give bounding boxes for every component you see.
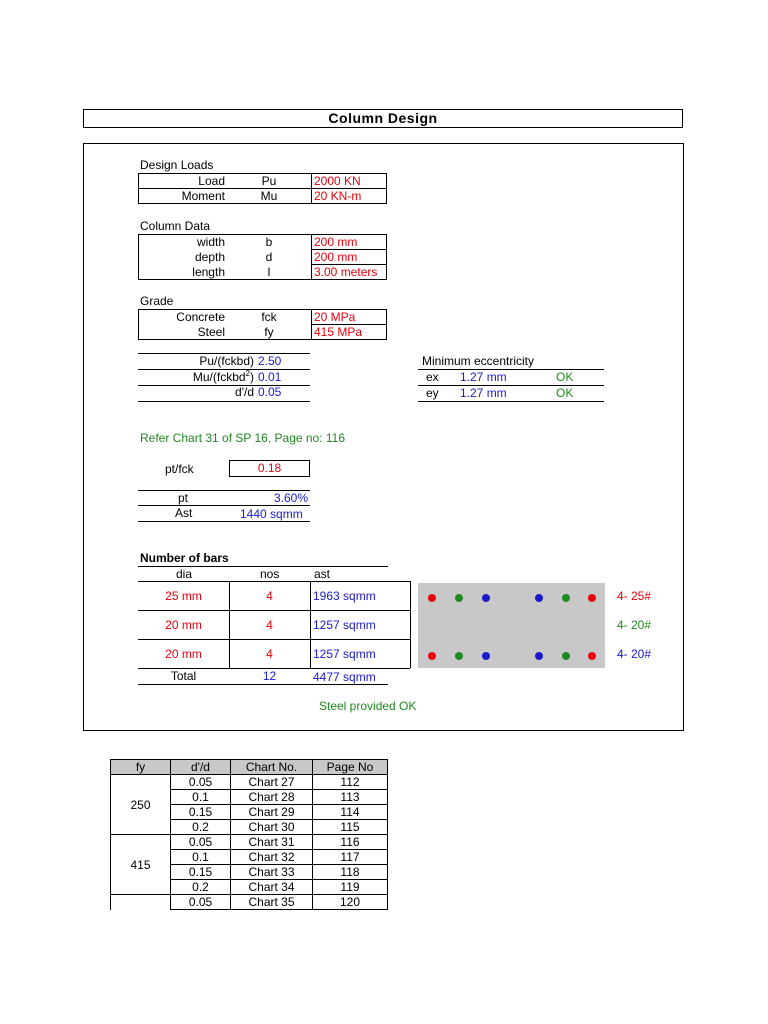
table-row: 250 0.05 Chart 27 112 — [111, 775, 388, 790]
legend-20-blue: 4- 20# — [617, 647, 652, 661]
legend-25: 4- 25# — [617, 589, 652, 603]
table-header-row: fy d'/d Chart No. Page No — [111, 760, 388, 775]
table-row: 0.15 Chart 29 114 — [111, 805, 388, 820]
table-row: 0.1 Chart 28 113 — [111, 790, 388, 805]
bar-row-2-ast: 1257 sqmm — [313, 618, 376, 632]
bars-total-ast: 4477 sqmm — [313, 670, 376, 684]
ey-status: OK — [556, 386, 574, 400]
bar-dot-green — [562, 652, 570, 660]
table-row: Steel fy 415 MPa — [139, 325, 387, 340]
column-data-heading: Column Data — [140, 219, 211, 233]
design-loads-heading: Design Loads — [140, 158, 214, 172]
table-row: 0.2 Chart 34 119 — [111, 880, 388, 895]
ast-value: 1440 sqmm — [240, 507, 303, 521]
bar-dot-green — [455, 652, 463, 660]
bar-row-1-ast: 1963 sqmm — [313, 589, 376, 603]
ast-label: Ast — [175, 506, 193, 520]
bars-header-nos: nos — [260, 567, 280, 581]
bar-dot-green — [562, 594, 570, 602]
table-row: Concrete fck 20 MPa — [139, 310, 387, 325]
refer-chart-note: Refer Chart 31 of SP 16, Page no: 116 — [140, 431, 346, 445]
bar-dot-red — [588, 594, 596, 602]
pt-label: pt — [178, 491, 189, 505]
bar-dot-blue — [482, 594, 490, 602]
mu-ratio-label: Mu/(fckbd$^2$) — [192, 369, 254, 384]
column-section-diagram — [418, 583, 605, 668]
table-row: width b 200 mm — [139, 235, 387, 250]
chart-reference-table — [110, 759, 388, 910]
dd-ratio-value: 0.05 — [258, 385, 282, 399]
eccentricity-heading: Minimum eccentricity — [422, 354, 535, 368]
dd-ratio-label: d'/d — [235, 385, 254, 399]
bar-row-3-ast: 1257 sqmm — [313, 647, 376, 661]
table-row: 0.05 Chart 35 120 — [111, 895, 388, 910]
steel-ok-status: Steel provided OK — [319, 699, 417, 713]
bar-dot-blue — [482, 652, 490, 660]
ey-value: 1.27 mm — [460, 386, 507, 400]
grade-table — [138, 309, 387, 340]
table-row: Moment Mu 20 KN-m — [139, 189, 387, 204]
column-data-table — [138, 234, 387, 280]
pt-value: 3.60% — [273, 491, 308, 505]
mu-ratio-value: 0.01 — [258, 370, 282, 384]
bar-row-2-dia: 20 mm — [165, 618, 202, 632]
bar-row-1-nos: 4 — [266, 589, 273, 603]
table-row: 415 0.05 Chart 31 116 — [111, 835, 388, 850]
bars-header-dia: dia — [176, 567, 193, 581]
bar-dot-green — [455, 594, 463, 602]
bar-row-1-dia: 25 mm — [165, 589, 202, 603]
bars-total-nos: 12 — [262, 669, 277, 683]
bars-heading: Number of bars — [140, 551, 229, 565]
design-loads-table — [138, 173, 387, 204]
bar-row-3-dia: 20 mm — [165, 647, 202, 661]
bar-dot-blue — [535, 652, 543, 660]
bar-dot-red — [428, 652, 436, 660]
ex-value: 1.27 mm — [460, 370, 507, 384]
pt-fck-label: pt/fck — [165, 462, 194, 476]
table-row: 0.1 Chart 32 117 — [111, 850, 388, 865]
bars-total-label: Total — [170, 669, 197, 683]
table-row: 0.15 Chart 33 118 — [111, 865, 388, 880]
bar-dot-red — [588, 652, 596, 660]
table-row: 0.2 Chart 30 115 — [111, 820, 388, 835]
pu-ratio-label: Pu/(fckbd) — [199, 354, 254, 368]
ex-label: ex — [426, 370, 439, 384]
bar-dot-blue — [535, 594, 543, 602]
bars-header-ast: ast — [314, 567, 331, 581]
bar-dot-red — [428, 594, 436, 602]
page-title: Column Design — [83, 109, 683, 128]
table-row: depth d 200 mm — [139, 250, 387, 265]
pu-ratio-value: 2.50 — [258, 354, 282, 368]
bar-row-2-nos: 4 — [266, 618, 273, 632]
bar-row-3-nos: 4 — [266, 647, 273, 661]
pt-fck-value: 0.18 — [229, 460, 310, 477]
table-row: length l 3.00 meters — [139, 265, 387, 280]
ey-label: ey — [426, 386, 439, 400]
grade-heading: Grade — [140, 294, 174, 308]
ex-status: OK — [556, 370, 574, 384]
legend-20-green: 4- 20# — [617, 618, 652, 632]
table-row: Load Pu 2000 KN — [139, 174, 387, 189]
